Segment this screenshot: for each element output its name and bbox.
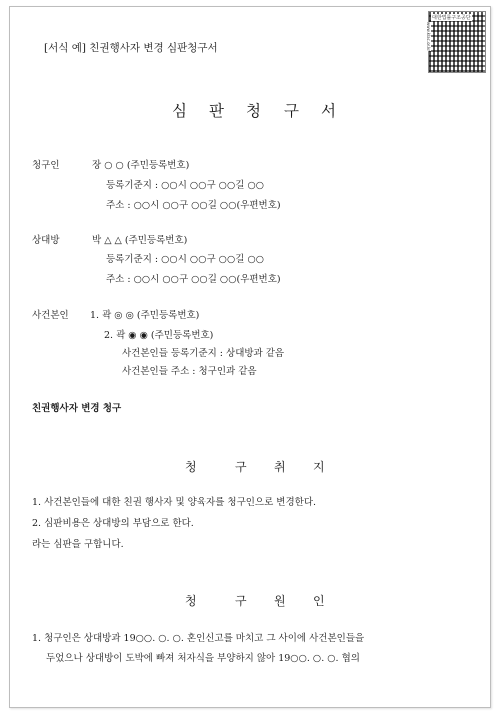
respondent-domicile: 등록기준지 : ○○시 ○○구 ○○길 ○○ — [106, 254, 265, 265]
heading-char: 청 — [185, 594, 197, 608]
petitioner-address: 주소 : ○○시 ○○구 ○○길 ○○(우편번호) — [106, 200, 281, 211]
purpose-line: 2. 심판비용은 상대방의 부담으로 한다. — [32, 518, 194, 529]
respondent-name: 박 △ △ (주민등록번호) — [92, 235, 188, 246]
heading-char: 지 — [313, 460, 325, 474]
heading-char: 구 — [235, 460, 247, 474]
principals-domicile: 사건본인들 등록기준지 : 상대방과 같음 — [122, 348, 285, 359]
heading-char: 청 — [185, 460, 197, 474]
title-char: 판 — [209, 102, 225, 120]
seal-qr-code — [428, 11, 486, 73]
principals-role: 사건본인 — [32, 310, 69, 321]
heading-char: 인 — [313, 594, 325, 608]
cause-line: 1. 청구인은 상대방과 19○○. ○. ○. 혼인신고를 마치고 그 사이에 사건본인들을 — [32, 633, 365, 644]
cause-line: 두었으나 상대방이 도박에 빠져 처자식을 부양하지 않아 19○○. ○. ○. 협의 — [46, 653, 360, 664]
principal-second: 2. 곽 ◉ ◉ (주민등록번호) — [104, 330, 214, 341]
respondent-address: 주소 : ○○시 ○○구 ○○길 ○○(우편번호) — [106, 274, 281, 285]
seal-label: 대한법률구조공단 — [432, 15, 471, 21]
purpose-line: 1. 사건본인들에 대한 친권 행사자 및 양육자를 청구인으로 변경한다. — [32, 497, 317, 508]
heading-char: 취 — [274, 460, 286, 474]
petitioner-name: 장 ○ ○ (주민등록번호) — [92, 160, 190, 171]
title-char: 서 — [321, 102, 337, 120]
seal-side-text: www.klac.or.kr — [426, 22, 431, 52]
document-page — [9, 6, 491, 708]
form-tag: [서식 예] 친권행사자 변경 심판청구서 — [44, 42, 218, 54]
case-title: 친권행사자 변경 청구 — [32, 403, 122, 414]
respondent-role: 상대방 — [32, 235, 60, 246]
principal-first: 1. 곽 ◎ ◎ (주민등록번호) — [90, 310, 200, 321]
title-char: 구 — [284, 102, 300, 120]
petitioner-role: 청구인 — [32, 160, 60, 171]
heading-char: 원 — [274, 594, 286, 608]
petitioner-domicile: 등록기준지 : ○○시 ○○구 ○○길 ○○ — [106, 180, 265, 191]
title-char: 심 — [172, 102, 188, 120]
title-char: 청 — [246, 102, 262, 120]
purpose-line: 라는 심판을 구합니다. — [32, 539, 124, 550]
principals-address: 사건본인들 주소 : 청구인과 같음 — [122, 366, 257, 377]
heading-char: 구 — [235, 594, 247, 608]
